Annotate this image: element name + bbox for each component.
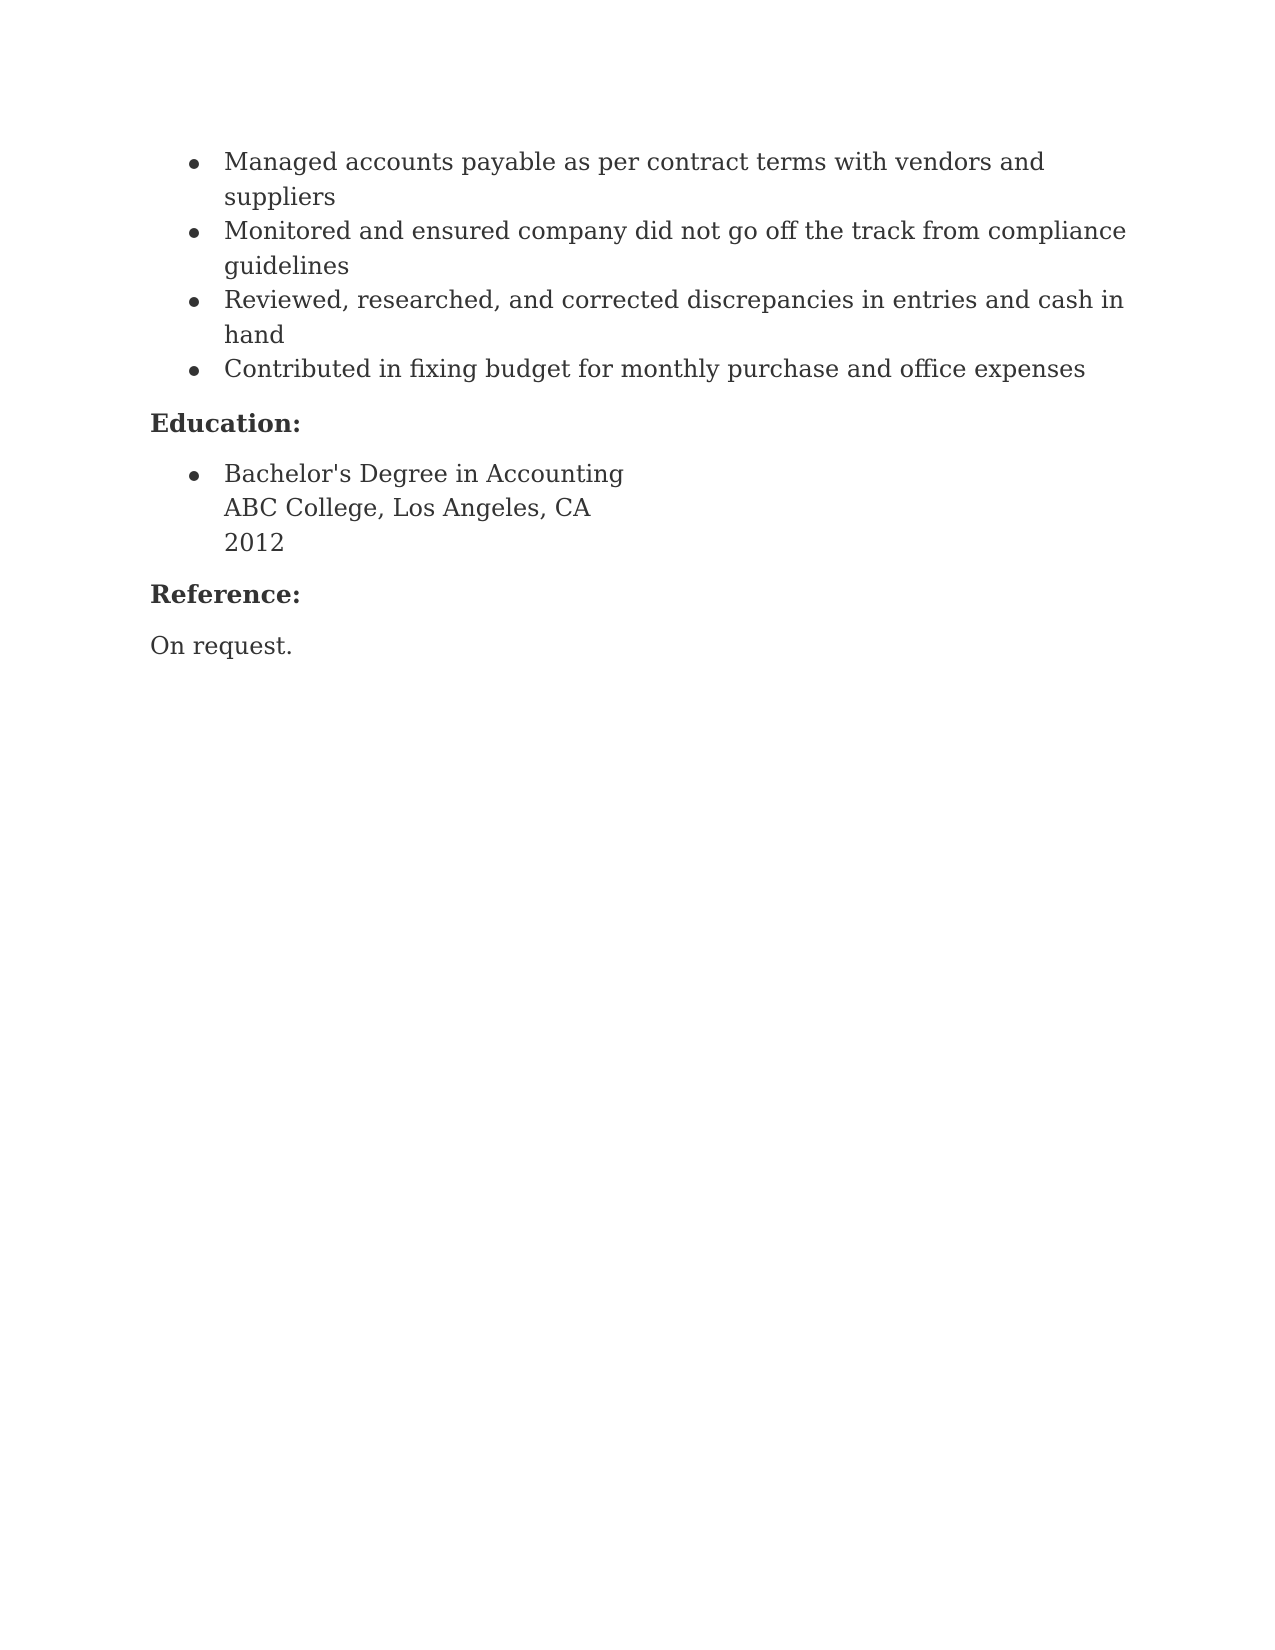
bullet-icon (189, 159, 199, 169)
list-item (150, 457, 1140, 561)
bullet-icon (189, 366, 199, 376)
bullet-icon (189, 228, 199, 238)
education-degree: Bachelor's Degree in Accounting (224, 459, 624, 488)
resume-content (150, 145, 1140, 663)
list-item (150, 145, 1140, 214)
education-bullet-list (150, 457, 1140, 561)
education-school: ABC College, Los Angeles, CA (224, 494, 591, 522)
bullet-text: Managed accounts payable as per contract terms with vendors and suppliers (224, 148, 1045, 211)
education-heading: Education: (150, 408, 302, 438)
list-item (150, 352, 1140, 387)
bullet-icon (189, 297, 199, 307)
reference-heading: Reference: (150, 580, 301, 609)
education-year: 2012 (224, 528, 286, 557)
bullet-text: Reviewed, researched, and corrected discrepancies in entries and cash in hand (224, 286, 1125, 349)
experience-bullet-list (150, 145, 1140, 387)
list-item (150, 214, 1140, 283)
bullet-text: Contributed in fixing budget for monthly purchase and office expenses (224, 355, 1086, 383)
reference-text: On request. (150, 632, 294, 660)
list-item (150, 283, 1140, 352)
bullet-text: Monitored and ensured company did not go off the track from compliance guidelines (224, 217, 1127, 280)
bullet-icon (189, 471, 199, 481)
